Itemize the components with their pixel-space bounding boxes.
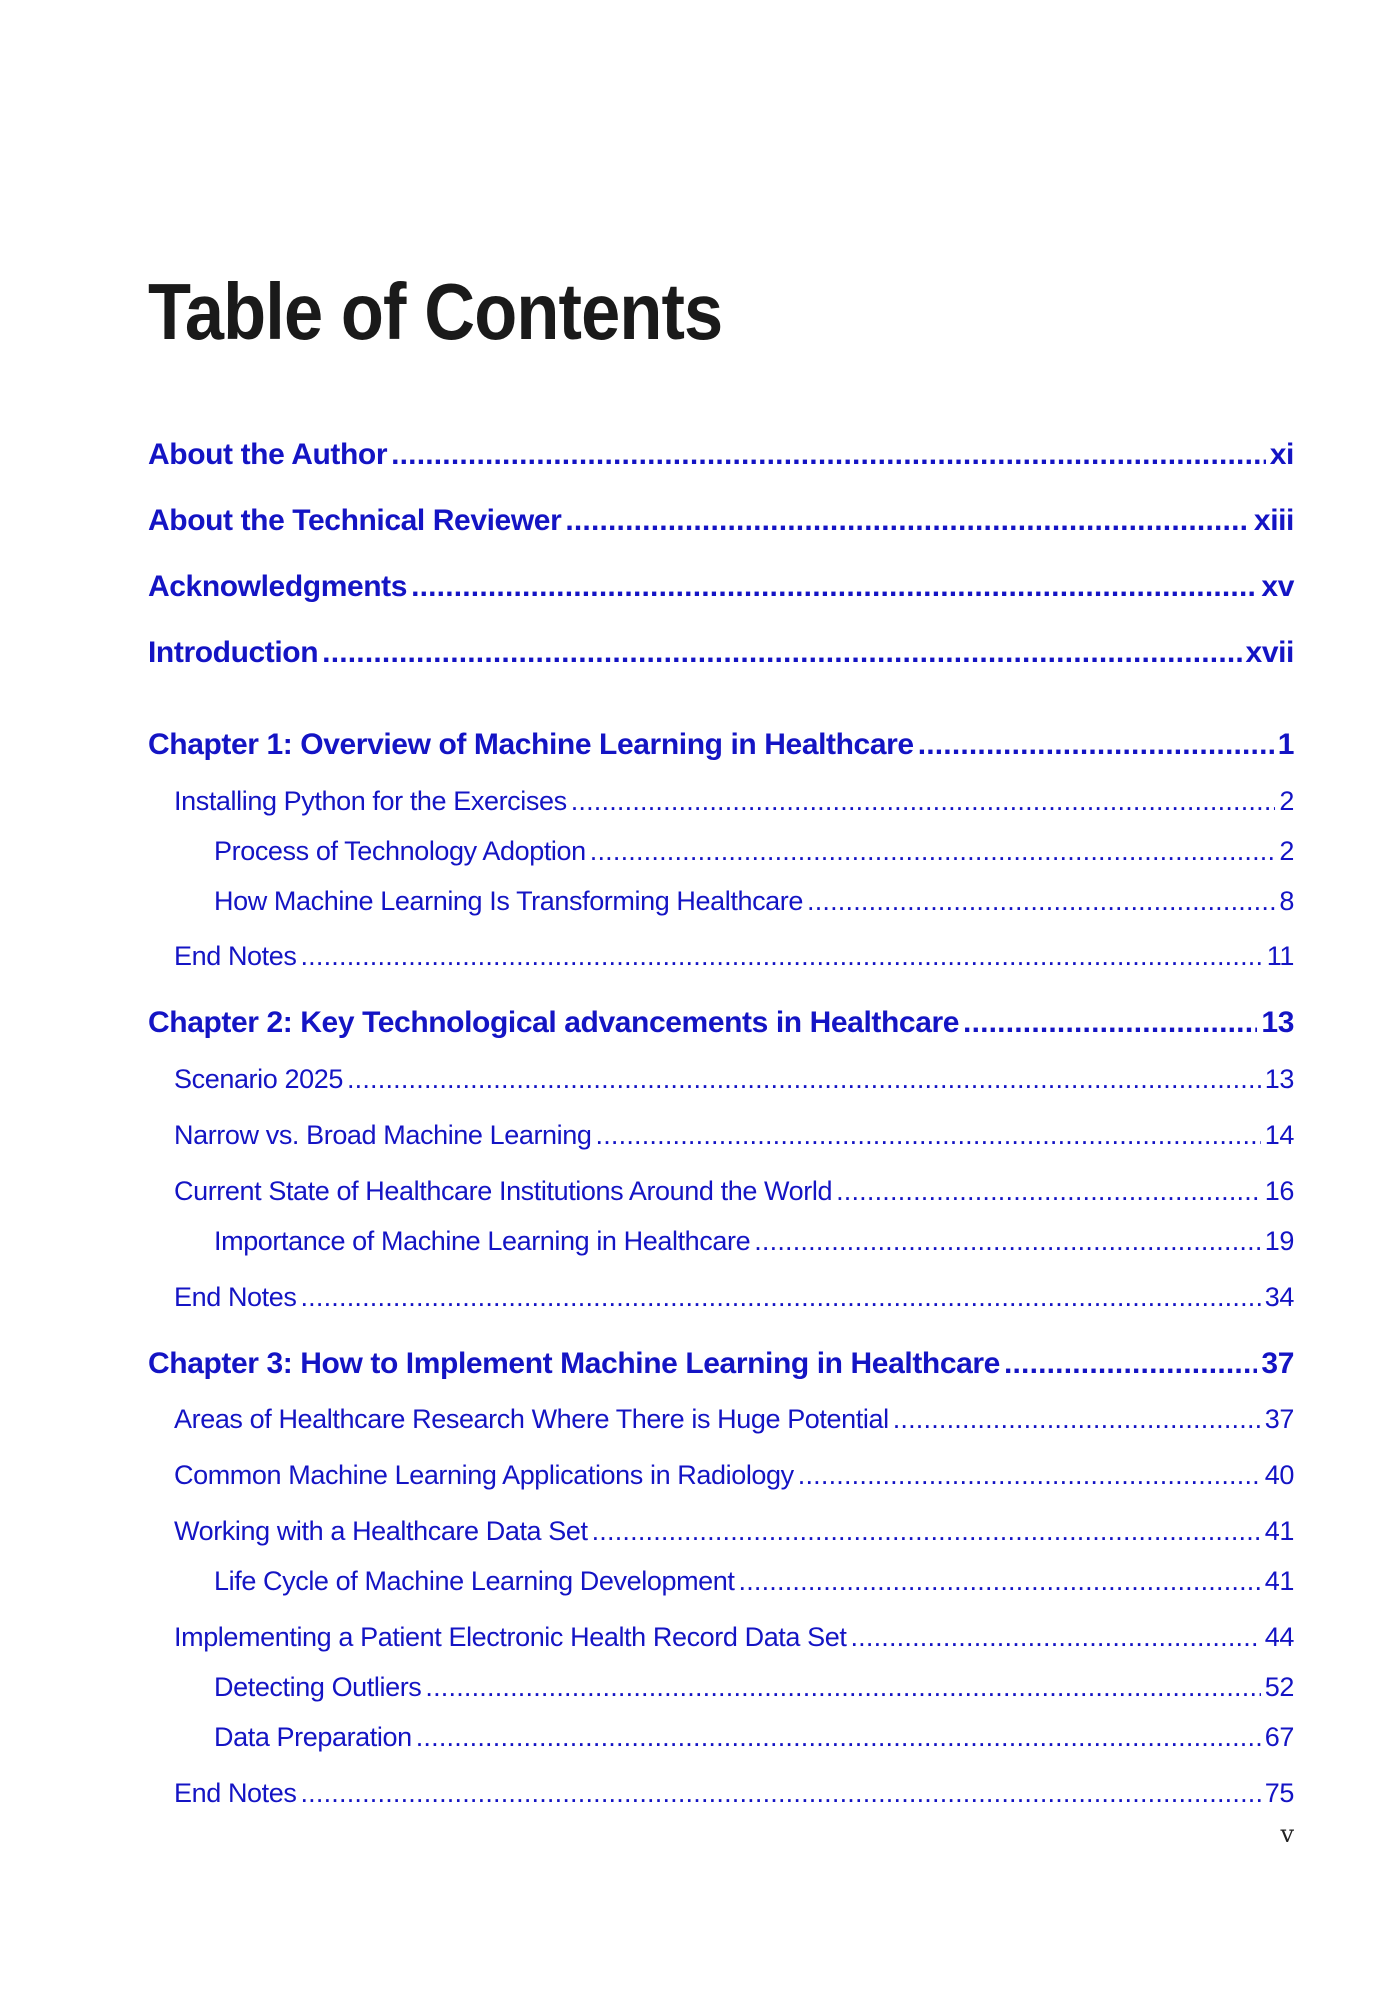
toc-entry-title: About the Technical Reviewer xyxy=(148,504,562,537)
toc-dot-leader xyxy=(565,504,1250,538)
toc-dot-leader xyxy=(850,1622,1260,1653)
toc-dot-leader xyxy=(836,1176,1261,1207)
toc-entry-section[interactable] xyxy=(174,1176,1294,1207)
toc-entry-section[interactable] xyxy=(174,1622,1294,1653)
toc-entry-title: Common Machine Learning Applications in Radiology xyxy=(174,1460,794,1490)
toc-dot-leader xyxy=(571,786,1276,817)
toc-entry-title: About the Author xyxy=(148,438,388,471)
toc-entry-section[interactable] xyxy=(174,941,1294,972)
toc-dot-leader xyxy=(300,941,1262,972)
toc-entry-title: Process of Technology Adoption xyxy=(214,836,586,866)
toc-entry-chapter[interactable] xyxy=(148,504,1294,538)
toc-dot-leader xyxy=(425,1672,1260,1703)
toc-entry-section[interactable] xyxy=(174,786,1294,817)
toc-entry-title: End Notes xyxy=(174,1778,297,1808)
toc-entry-page: 67 xyxy=(1264,1722,1294,1752)
toc-entry-page: 75 xyxy=(1264,1778,1294,1808)
toc-entry-page: 11 xyxy=(1266,941,1294,971)
toc-entry-section[interactable] xyxy=(214,1226,1294,1257)
toc-entry-title: Chapter 1: Overview of Machine Learning in Healthcare xyxy=(148,728,914,761)
toc-entry-section[interactable] xyxy=(174,1120,1294,1151)
toc-dot-leader xyxy=(596,1120,1261,1151)
toc-entry-section[interactable] xyxy=(214,886,1294,917)
toc-entry-title: End Notes xyxy=(174,1282,297,1312)
toc-entry-page: xv xyxy=(1261,570,1294,603)
toc-entry-title: Chapter 2: Key Technological advancements in Healthcare xyxy=(148,1006,960,1039)
toc-dot-leader xyxy=(391,438,1266,472)
toc-entry-title: How Machine Learning Is Transforming Healthcare xyxy=(214,886,803,916)
toc-entry-chapter[interactable] xyxy=(148,570,1294,604)
toc-entry-section[interactable] xyxy=(174,1404,1294,1435)
toc-dot-leader xyxy=(416,1722,1261,1753)
toc-entry-page: xvii xyxy=(1245,636,1294,669)
toc-dot-leader xyxy=(1004,1347,1257,1381)
toc-entry-title: Introduction xyxy=(148,636,319,669)
page-number: v xyxy=(1280,1820,1294,1848)
toc-entry-title: Importance of Machine Learning in Healthcare xyxy=(214,1226,751,1256)
toc-entry-page: 44 xyxy=(1264,1622,1294,1652)
toc-entry-title: Current State of Healthcare Institutions Around the World xyxy=(174,1176,833,1206)
toc-dot-leader xyxy=(300,1282,1260,1313)
toc-entry-section[interactable] xyxy=(174,1282,1294,1313)
toc-entry-title: Data Preparation xyxy=(214,1722,412,1752)
toc-entry-page: 19 xyxy=(1264,1226,1294,1256)
toc-entry-page: 14 xyxy=(1264,1120,1294,1150)
toc-entry-chapter[interactable] xyxy=(148,1347,1294,1381)
toc-entry-title: Areas of Healthcare Research Where There is Huge Potential xyxy=(174,1404,889,1434)
toc-entry-title: End Notes xyxy=(174,941,297,971)
toc-dot-leader xyxy=(347,1064,1261,1095)
toc-entry-section[interactable] xyxy=(174,1778,1294,1809)
toc-entry-section[interactable] xyxy=(214,1566,1294,1597)
toc-entry-section[interactable] xyxy=(174,1064,1294,1095)
toc-entry-title: Narrow vs. Broad Machine Learning xyxy=(174,1120,592,1150)
toc-entry-page: xi xyxy=(1269,438,1294,471)
toc-entry-page: 34 xyxy=(1264,1282,1294,1312)
toc-entry-section[interactable] xyxy=(214,1672,1294,1703)
toc-entry-section[interactable] xyxy=(174,1516,1294,1547)
toc-entry-section[interactable] xyxy=(214,836,1294,867)
toc-entry-title: Detecting Outliers xyxy=(214,1672,422,1702)
toc-entry-title: Scenario 2025 xyxy=(174,1064,343,1094)
toc-dot-leader xyxy=(592,1516,1261,1547)
toc-dot-leader xyxy=(893,1404,1261,1435)
toc-entry-page: 13 xyxy=(1264,1064,1294,1094)
toc-entry-page: 37 xyxy=(1264,1404,1294,1434)
toc-entry-title: Implementing a Patient Electronic Health Record Data Set xyxy=(174,1622,847,1652)
toc-entry-title: Acknowledgments xyxy=(148,570,408,603)
toc-entry-page: 13 xyxy=(1261,1006,1294,1039)
toc-dot-leader xyxy=(411,570,1257,604)
page-title: Table of Contents xyxy=(148,267,723,356)
toc-entry-title: Life Cycle of Machine Learning Development xyxy=(214,1566,735,1596)
toc-entry-chapter[interactable] xyxy=(148,636,1294,670)
toc-dot-leader xyxy=(963,1006,1257,1040)
toc-entry-section[interactable] xyxy=(174,1460,1294,1491)
toc-entry-chapter[interactable] xyxy=(148,438,1294,472)
toc-entry-page: 41 xyxy=(1264,1516,1294,1546)
toc-entry-page: 40 xyxy=(1264,1460,1294,1490)
toc-entry-page: 16 xyxy=(1264,1176,1294,1206)
toc-dot-leader xyxy=(807,886,1275,917)
toc-entry-title: Working with a Healthcare Data Set xyxy=(174,1516,588,1546)
toc-dot-leader xyxy=(918,728,1274,762)
toc-dot-leader xyxy=(754,1226,1261,1257)
toc-entry-page: 37 xyxy=(1261,1347,1294,1380)
toc-dot-leader xyxy=(300,1778,1260,1809)
toc-entry-chapter[interactable] xyxy=(148,1006,1294,1040)
toc-dot-leader xyxy=(739,1566,1261,1597)
toc-entry-page: xiii xyxy=(1253,504,1294,537)
toc-dot-leader xyxy=(322,636,1241,670)
toc-entry-page: 8 xyxy=(1279,886,1294,916)
toc-dot-leader xyxy=(798,1460,1261,1491)
toc-entry-page: 52 xyxy=(1264,1672,1294,1702)
toc-entry-page: 1 xyxy=(1277,728,1294,761)
toc-entry-page: 2 xyxy=(1279,836,1294,866)
toc-entry-page: 2 xyxy=(1279,786,1294,816)
toc-entry-title: Installing Python for the Exercises xyxy=(174,786,567,816)
toc-entry-chapter[interactable] xyxy=(148,728,1294,762)
toc-entry-section[interactable] xyxy=(214,1722,1294,1753)
toc-entry-title: Chapter 3: How to Implement Machine Learning in Healthcare xyxy=(148,1347,1000,1380)
toc-dot-leader xyxy=(590,836,1276,867)
toc-entry-page: 41 xyxy=(1264,1566,1294,1596)
